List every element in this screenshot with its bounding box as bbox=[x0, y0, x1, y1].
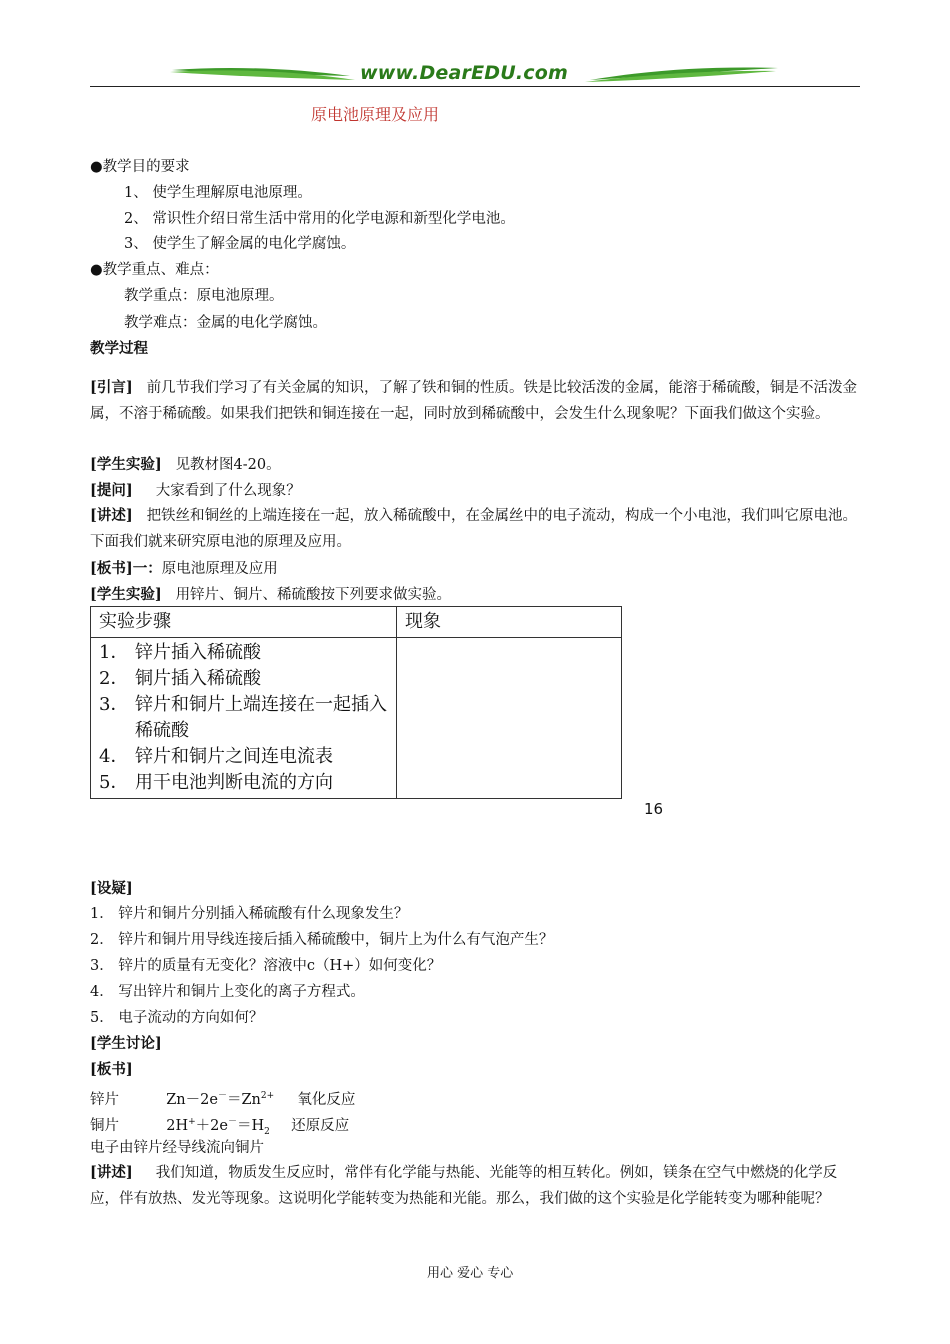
board-1-tag: [板书]一： bbox=[90, 560, 162, 577]
page-title: 原电池原理及应用 bbox=[311, 105, 440, 124]
table-row bbox=[91, 638, 622, 799]
student-exp-2-tag: [学生实验] bbox=[90, 586, 162, 603]
board-1-text: 原电池原理及应用 bbox=[161, 561, 278, 577]
doubt-item: 5． 电子流动的方向如何？ bbox=[90, 1010, 264, 1026]
lecture-2-text: 我们知道，物质发生反应时，常伴有化学能与热能、光能等的相互转化。例如，镁条在空气中燃烧的化学反应，伴有放热、发光等现象。这说明化学能转变为热能和光能。那么，我们做的这个实验是化学能转变为哪种能呢？ bbox=[90, 1165, 838, 1207]
intro-text: 前几节我们学习了有关金属的知识，了解了铁和铜的性质。铁是比较活泼的金属，能溶于稀硫酸，铜是不活泼金属，不溶于稀硫酸。如果我们把铁和铜连接在一起，同时放到稀硫酸中，会发生什么现象呢？下面我们做这个实验。 bbox=[90, 380, 858, 422]
experiment-table bbox=[90, 606, 622, 799]
footer-motto: 用心 爱心 专心 bbox=[427, 1266, 514, 1281]
lecture-1-text: 把铁丝和铜丝的上端连接在一起，放入稀硫酸中，在金属丝中的电子流动，构成一个小电池，我们叫它原电池。下面我们就来研究原电池的原理及应用。 bbox=[90, 508, 858, 550]
page-number: 16 bbox=[644, 800, 664, 818]
question bbox=[90, 481, 301, 501]
copper-equation: $2H^++2e^-=H_2$ bbox=[166, 1117, 270, 1137]
table-header-steps: 实验步骤 bbox=[91, 607, 397, 638]
process-heading: 教学过程 bbox=[90, 340, 148, 357]
doubt-item: 2． 锌片和铜片用导线连接后插入稀硫酸中，铜片上为什么有气泡产生？ bbox=[90, 932, 554, 948]
board-2-tag: [板书] bbox=[90, 1061, 133, 1078]
table-header-row bbox=[91, 607, 622, 638]
list-item: 2． 铜片插入稀硫酸 bbox=[99, 668, 261, 689]
key-point-difficult: 教学难点：金属的电化学腐蚀。 bbox=[124, 315, 327, 331]
student-exp-1-tag: [学生实验] bbox=[90, 456, 162, 473]
list-item: 3． 锌片和铜片上端连接在一起插入稀硫酸 bbox=[99, 694, 387, 741]
lecture-2-tag: [讲述] bbox=[90, 1164, 133, 1181]
header-rule bbox=[90, 86, 860, 87]
objective-item: 1、 使学生理解原电池原理。 bbox=[124, 185, 312, 201]
list-item: 4． 锌片和铜片之间连电流表 bbox=[99, 746, 333, 767]
doubts-tag: [设疑] bbox=[90, 880, 133, 897]
zinc-reaction: 氧化反应 bbox=[297, 1091, 356, 1108]
keypoints-heading: ●教学重点、难点： bbox=[90, 262, 219, 278]
lecture-1 bbox=[90, 503, 862, 555]
question-tag: [提问] bbox=[90, 482, 133, 499]
key-point-important: 教学重点：原电池原理。 bbox=[124, 288, 284, 304]
discussion-tag: [学生讨论] bbox=[90, 1035, 162, 1052]
doubt-item: 3． 锌片的质量有无变化？溶液中c（H+）如何变化？ bbox=[90, 958, 442, 974]
table-header-phenomenon: 现象 bbox=[397, 607, 622, 638]
zinc-equation-row bbox=[90, 1086, 355, 1110]
list-item: 1． 锌片插入稀硫酸 bbox=[99, 642, 261, 663]
copper-label: 铜片 bbox=[90, 1117, 119, 1134]
site-logo bbox=[170, 62, 780, 88]
lecture-2 bbox=[90, 1160, 862, 1212]
steps-cell bbox=[91, 638, 397, 799]
zinc-equation: $Zn-2e^-=Zn^{2+}$ bbox=[166, 1091, 275, 1108]
list-item: 5． 用干电池判断电流的方向 bbox=[99, 772, 333, 793]
student-exp-1-text: 见教材图4-20。 bbox=[175, 457, 281, 473]
objective-item: 3、 使学生了解金属的电化学腐蚀。 bbox=[124, 236, 356, 252]
question-text: 大家看到了什么现象？ bbox=[155, 483, 301, 499]
objective-item: 2、 常识性介绍日常生活中常用的化学电源和新型化学电池。 bbox=[124, 211, 515, 227]
copper-reaction: 还原反应 bbox=[291, 1117, 350, 1134]
intro-tag: [引言] bbox=[90, 379, 133, 396]
phenomenon-cell bbox=[397, 638, 622, 799]
logo-text: www.DearEDU.com bbox=[360, 62, 569, 84]
board-1 bbox=[90, 559, 278, 579]
student-exp-1 bbox=[90, 455, 281, 475]
objectives-heading: ●教学目的要求 bbox=[90, 159, 190, 175]
zinc-label: 锌片 bbox=[90, 1091, 119, 1108]
student-exp-2 bbox=[90, 585, 451, 605]
student-exp-2-text: 用锌片、铜片、稀硫酸按下列要求做实验。 bbox=[175, 587, 452, 603]
lecture-1-tag: [讲述] bbox=[90, 507, 133, 524]
doubt-item: 1． 锌片和铜片分别插入稀硫酸有什么现象发生？ bbox=[90, 906, 409, 922]
electron-flow: 电子由锌片经导线流向铜片 bbox=[90, 1140, 264, 1156]
doubt-item: 4． 写出锌片和铜片上变化的离子方程式。 bbox=[90, 984, 365, 1000]
intro-paragraph bbox=[90, 375, 862, 427]
